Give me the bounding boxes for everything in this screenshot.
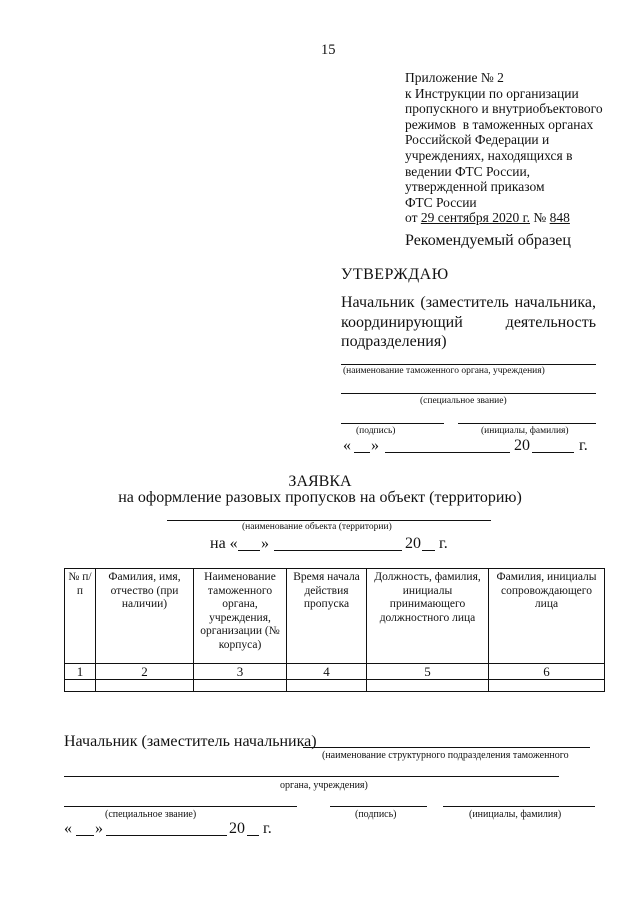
sign-line <box>341 423 444 424</box>
request-year-prefix: 20 <box>405 535 421 552</box>
caption-unit: (наименование структурного подразделения таможенного <box>322 750 569 761</box>
rank-signature-line <box>341 393 596 394</box>
appendix-block <box>405 70 603 226</box>
request-table <box>64 568 605 692</box>
table-header-row <box>65 569 605 664</box>
day-line <box>354 452 370 453</box>
sample-label: Рекомендуемый образец <box>405 232 571 249</box>
appendix-line: Российской Федерации и <box>405 132 550 148</box>
table-row <box>65 680 605 692</box>
date-open-quote: « <box>343 437 351 454</box>
appendix-line: утвержденной приказом <box>405 179 545 195</box>
column-number: 2 <box>96 664 194 680</box>
appendix-line: учреждениях, находящихся в <box>405 147 573 163</box>
year-prefix: 20 <box>514 437 530 454</box>
approve-line-3: подразделения) <box>341 333 447 350</box>
year-suffix: г. <box>579 437 588 454</box>
appendix-line: ведении ФТС России, <box>405 163 531 179</box>
footer-month-line <box>106 835 227 836</box>
column-header: Время начала действия пропуска <box>287 569 367 664</box>
caption-rank: (специальное звание) <box>420 396 507 406</box>
footer-sign-line <box>330 806 427 807</box>
unit-line <box>303 747 590 748</box>
appendix-line: Приложение № 2 <box>405 70 504 85</box>
chief-label: Начальник (заместитель начальника) <box>64 733 317 750</box>
appendix-line: режимов в таможенных органах <box>405 116 594 132</box>
column-number: 3 <box>194 664 287 680</box>
year-line <box>532 452 574 453</box>
appendix-line: к Инструкции по организации <box>405 85 579 101</box>
approve-line-1: Начальник (заместитель начальника, <box>341 294 596 311</box>
column-number: 5 <box>367 664 489 680</box>
footer-date-open: « <box>64 820 72 837</box>
caption-footer-rank: (специальное звание) <box>105 809 197 820</box>
footer-rank-line <box>64 806 297 807</box>
caption-sign: (подпись) <box>356 426 396 436</box>
column-header: № п/п <box>65 569 96 664</box>
request-year-line <box>422 550 435 551</box>
approve-line-2: координирующий деятельность <box>341 314 596 331</box>
appendix-line: пропускного и внутриобъектового <box>405 101 603 117</box>
page-number: 15 <box>321 42 336 58</box>
column-number: 4 <box>287 664 367 680</box>
month-line <box>385 452 510 453</box>
table-cell[interactable] <box>489 680 605 692</box>
appendix-line: ФТС России <box>405 194 477 210</box>
request-date-open: на « <box>210 535 238 552</box>
column-header: Должность, фамилия, инициалы принимающего должностного лица <box>367 569 489 664</box>
footer-year-line <box>247 835 259 836</box>
org-signature-line <box>341 364 596 365</box>
footer-year-suffix: г. <box>263 820 272 837</box>
footer-day-line <box>76 835 94 836</box>
column-number: 6 <box>489 664 605 680</box>
approve-title: УТВЕРЖДАЮ <box>341 266 449 283</box>
table-cell[interactable] <box>194 680 287 692</box>
table-number-row <box>65 664 605 680</box>
caption-footer-org: органа, учреждения) <box>280 780 368 791</box>
order-number: 848 <box>549 210 570 226</box>
footer-year-prefix: 20 <box>229 820 245 837</box>
caption-name: (инициалы, фамилия) <box>481 426 569 436</box>
column-header: Наименование таможенного органа, учреждения, организации (№ корпуса) <box>194 569 287 664</box>
request-year-suffix: г. <box>439 535 448 552</box>
request-date-close: » <box>261 535 269 552</box>
caption-footer-sign: (подпись) <box>355 809 397 820</box>
caption-footer-name: (инициалы, фамилия) <box>469 809 562 820</box>
order-reference: от 29 сентября 2020 г. № 848 <box>405 210 570 226</box>
date-close-quote: » <box>371 437 379 454</box>
table-cell[interactable] <box>65 680 96 692</box>
order-date: 29 сентября 2020 г. <box>420 210 531 226</box>
caption-object: (наименование объекта (территории) <box>242 522 392 532</box>
table-cell[interactable] <box>287 680 367 692</box>
object-line <box>167 520 491 521</box>
column-header: Фамилия, имя, отчество (при наличии) <box>96 569 194 664</box>
request-day-line <box>238 550 260 551</box>
request-month-line <box>274 550 402 551</box>
org-line <box>64 776 559 777</box>
footer-name-line <box>443 806 595 807</box>
request-title: ЗАЯВКА <box>288 473 352 490</box>
table-cell[interactable] <box>367 680 489 692</box>
caption-org: (наименование таможенного органа, учреждения) <box>343 366 545 376</box>
table-cell[interactable] <box>96 680 194 692</box>
name-line <box>458 423 596 424</box>
column-header: Фамилия, инициалы сопровождающего лица <box>489 569 605 664</box>
footer-date-close: » <box>95 820 103 837</box>
request-subtitle: на оформление разовых пропусков на объект (территорию) <box>118 489 522 506</box>
column-number: 1 <box>65 664 96 680</box>
